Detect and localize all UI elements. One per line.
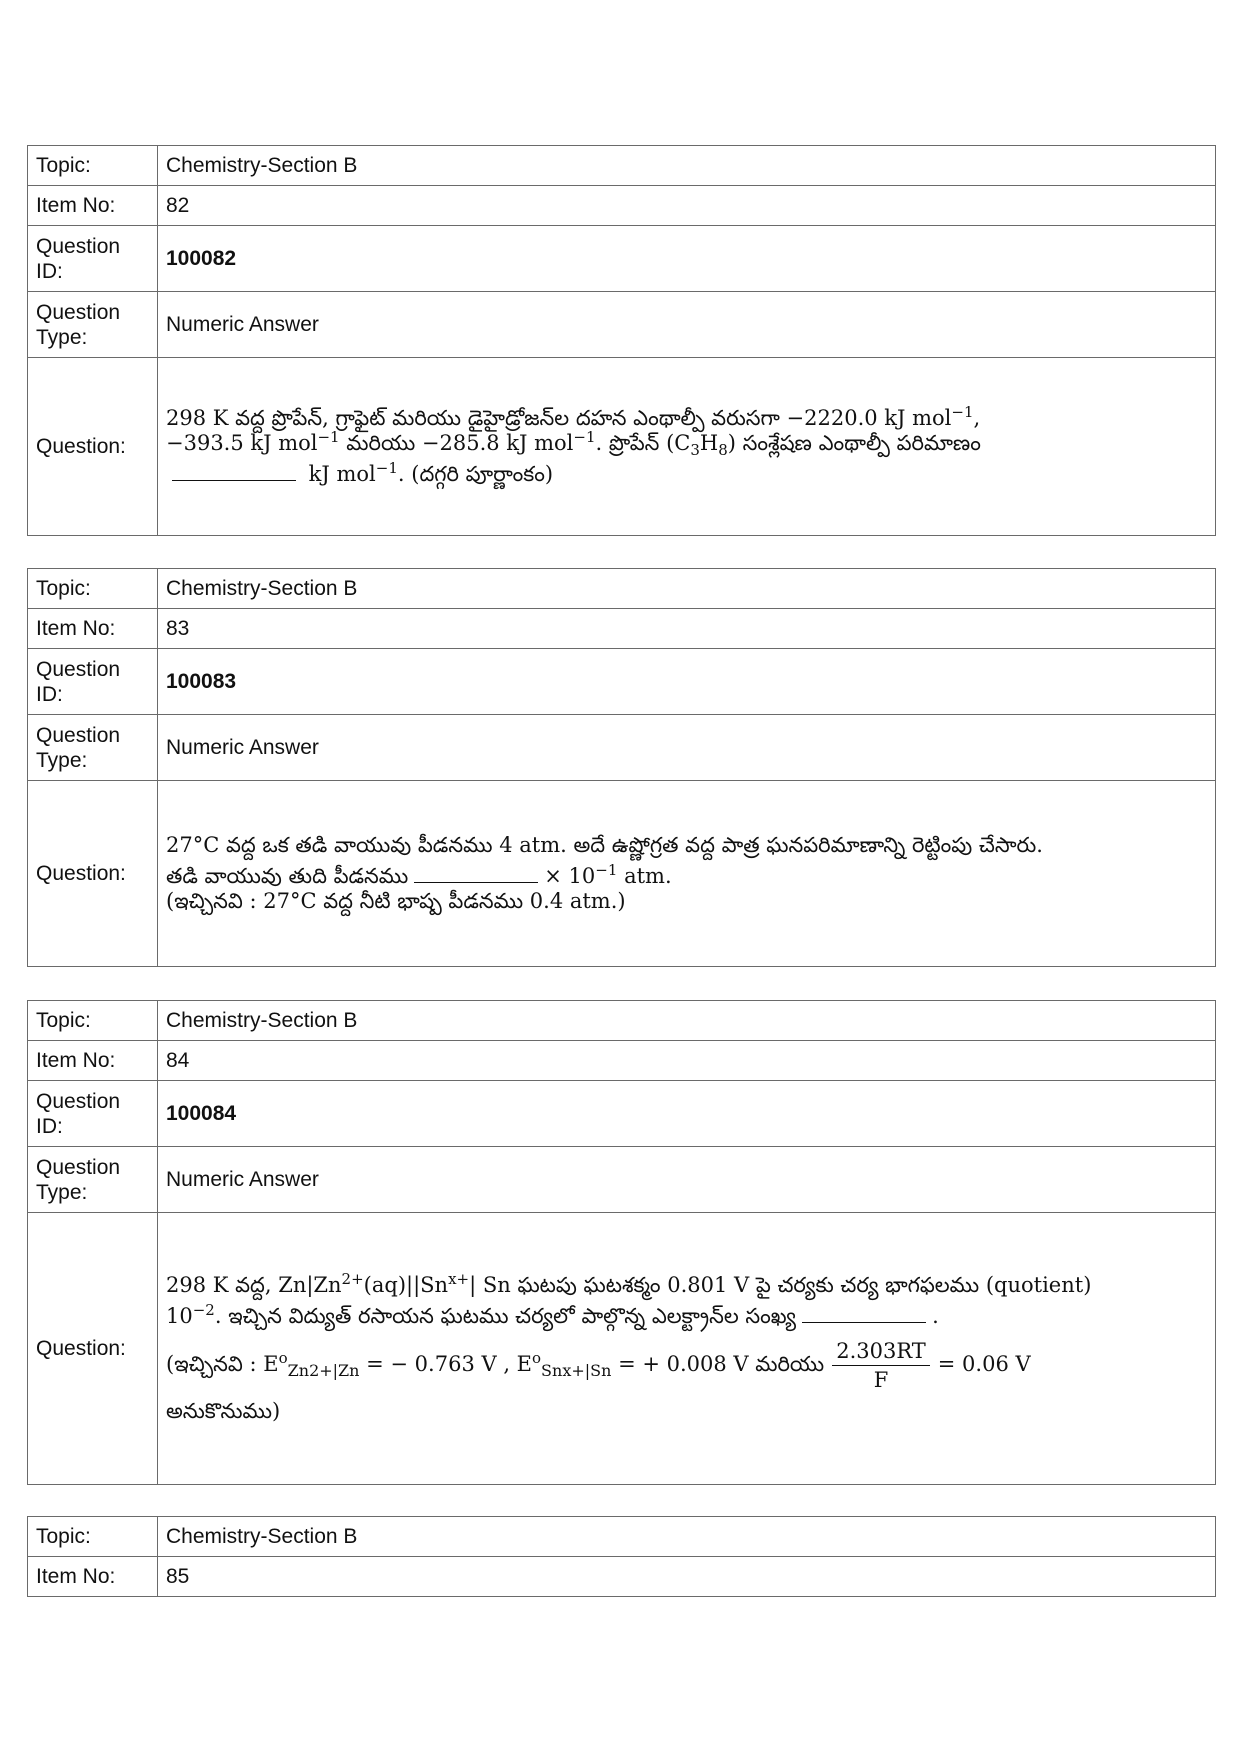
question-text: 27°C వద్ద ఒక తడి వాయువు పీడనము 4 atm. అదే ఉష్ణోగ్రత వద్ద పాత్ర ఘనపరిమాణాన్ని రెట్టింపు చేసారు. తడి వాయువు తుది పీడనము × $10^{-1}$ atm. (ఇచ్చినవి : 27°C వద్ద నీటి భాష్ప పీడనము 0.4 atm.) xyxy=(158,781,1216,967)
question-id-value: 100083 xyxy=(158,649,1216,715)
question-table-82 xyxy=(27,145,1216,536)
question-type-value: Numeric Answer xyxy=(158,292,1216,358)
question-type-label: Question Type: xyxy=(28,715,158,781)
item-no-label: Item No: xyxy=(28,1041,158,1081)
topic-value: Chemistry-Section B xyxy=(158,1001,1216,1041)
question-type-label: Question Type: xyxy=(28,1147,158,1213)
item-no-label: Item No: xyxy=(28,1557,158,1597)
item-no-value: 82 xyxy=(158,186,1216,226)
question-table-83 xyxy=(27,568,1216,967)
question-label: Question: xyxy=(28,1213,158,1485)
topic-label: Topic: xyxy=(28,1001,158,1041)
item-no-value: 85 xyxy=(158,1557,1216,1597)
question-id-label: Question ID: xyxy=(28,226,158,292)
item-no-value: 83 xyxy=(158,609,1216,649)
item-no-label: Item No: xyxy=(28,609,158,649)
question-table-84 xyxy=(27,1000,1216,1485)
topic-value: Chemistry-Section B xyxy=(158,569,1216,609)
question-id-label: Question ID: xyxy=(28,1081,158,1147)
item-no-value: 84 xyxy=(158,1041,1216,1081)
topic-value: Chemistry-Section B xyxy=(158,146,1216,186)
answer-blank xyxy=(172,456,296,481)
question-text: 298 K వద్ద ప్రొపేన్, గ్రాఫైట్ మరియు డైహైడ్రోజన్‌ల దహన ఎంథాల్పీ వరుసగా −2220.0 kJ mol$^{-1}$, −393.5 kJ mol$^{-1}$ మరియు −285.8 kJ mol$^{-1}$. ప్రొపేన్ $(C_3H_8)$ సంశ్లేషణ ఎంథాల్పీ పరిమాణం kJ mol$^{-1}$. (దగ్గరి పూర్ణాంకం) xyxy=(158,358,1216,536)
question-id-value: 100082 xyxy=(158,226,1216,292)
topic-label: Topic: xyxy=(28,1517,158,1557)
question-label: Question: xyxy=(28,781,158,967)
question-type-value: Numeric Answer xyxy=(158,1147,1216,1213)
answer-blank xyxy=(802,1298,926,1323)
topic-label: Topic: xyxy=(28,569,158,609)
topic-value: Chemistry-Section B xyxy=(158,1517,1216,1557)
item-no-label: Item No: xyxy=(28,186,158,226)
fraction: $\frac{2.303RT}{F}$ xyxy=(832,1337,930,1394)
question-type-label: Question Type: xyxy=(28,292,158,358)
question-id-value: 100084 xyxy=(158,1081,1216,1147)
answer-blank xyxy=(414,858,538,883)
question-label: Question: xyxy=(28,358,158,536)
question-type-value: Numeric Answer xyxy=(158,715,1216,781)
question-table-85 xyxy=(27,1516,1216,1597)
topic-label: Topic: xyxy=(28,146,158,186)
question-id-label: Question ID: xyxy=(28,649,158,715)
question-text: 298 K వద్ద, $Zn|Zn^{2+}(aq)||Sn^{x+}|$ Sn ఘటపు ఘటశక్మం 0.801 V పై చర్యకు చర్య భాగఫలము (quotient) $10^{-2}$. ఇచ్చిన విద్యుత్ రసాయన ఘటము చర్యలో పాల్గొన్న ఎలక్ట్రాన్‌ల సంఖ్య . (ఇచ్చినవి : $E^o_{Zn2+|Zn}$ = − 0.763 V , $E^o_{Snx+|Sn}$ = + 0.008 V మరియు $\frac{2.303RT}{F}$ = 0.06 V అనుకొనుము) xyxy=(158,1213,1216,1485)
